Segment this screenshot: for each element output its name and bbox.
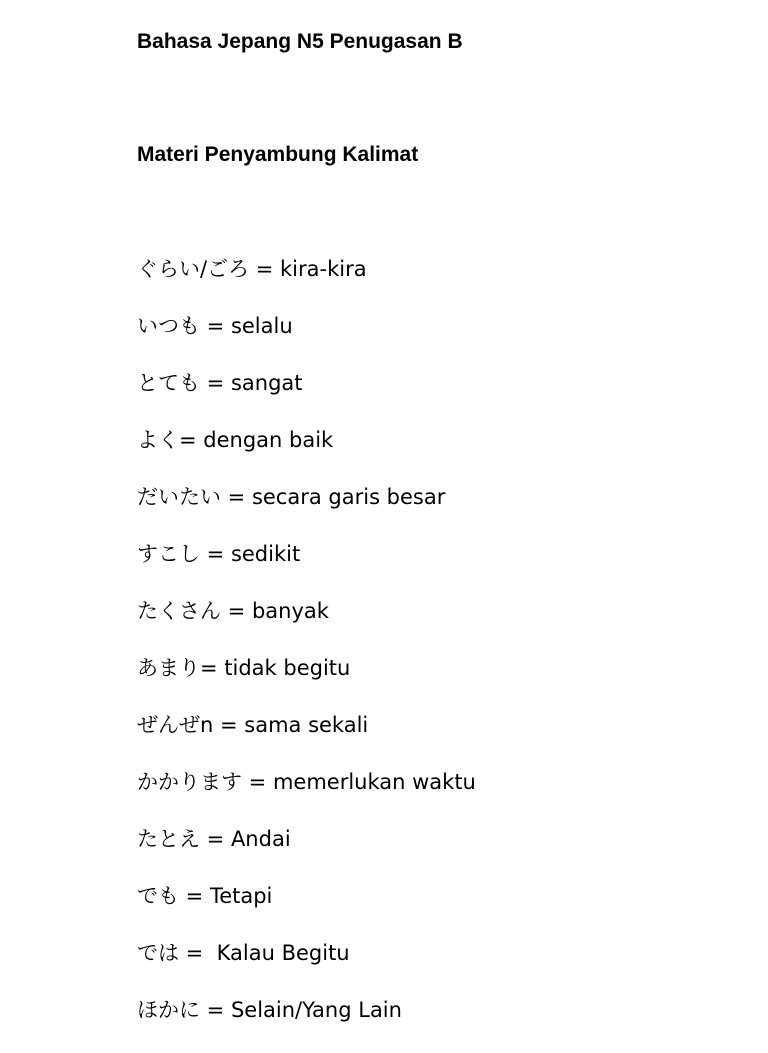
vocab-item: たとえ = Andai bbox=[137, 827, 291, 851]
section-heading: Materi Penyambung Kalimat bbox=[137, 143, 419, 166]
vocab-item: すこし = sedikit bbox=[137, 542, 301, 566]
vocab-item: よく= dengan baik bbox=[137, 428, 334, 452]
vocab-item: でも = Tetapi bbox=[137, 884, 273, 908]
vocab-item: いつも = selalu bbox=[137, 314, 293, 338]
vocabulary-list bbox=[137, 255, 476, 1053]
vocab-item: だいたい = secara garis besar bbox=[137, 485, 446, 509]
vocab-item: かかります = memerlukan waktu bbox=[137, 770, 476, 794]
vocab-item: ぜんぜn = sama sekali bbox=[137, 713, 369, 737]
document-page bbox=[137, 0, 737, 1024]
document-title: Bahasa Jepang N5 Penugasan B bbox=[137, 30, 463, 53]
vocab-item: ほかに = Selain/Yang Lain bbox=[137, 998, 402, 1022]
vocab-item: では = Kalau Begitu bbox=[137, 941, 350, 965]
vocab-item: とても = sangat bbox=[137, 371, 303, 395]
vocab-item: ぐらい/ごろ = kira-kira bbox=[137, 257, 367, 281]
vocab-item: たくさん = banyak bbox=[137, 599, 329, 623]
vocab-item: あまり= tidak begitu bbox=[137, 656, 351, 680]
